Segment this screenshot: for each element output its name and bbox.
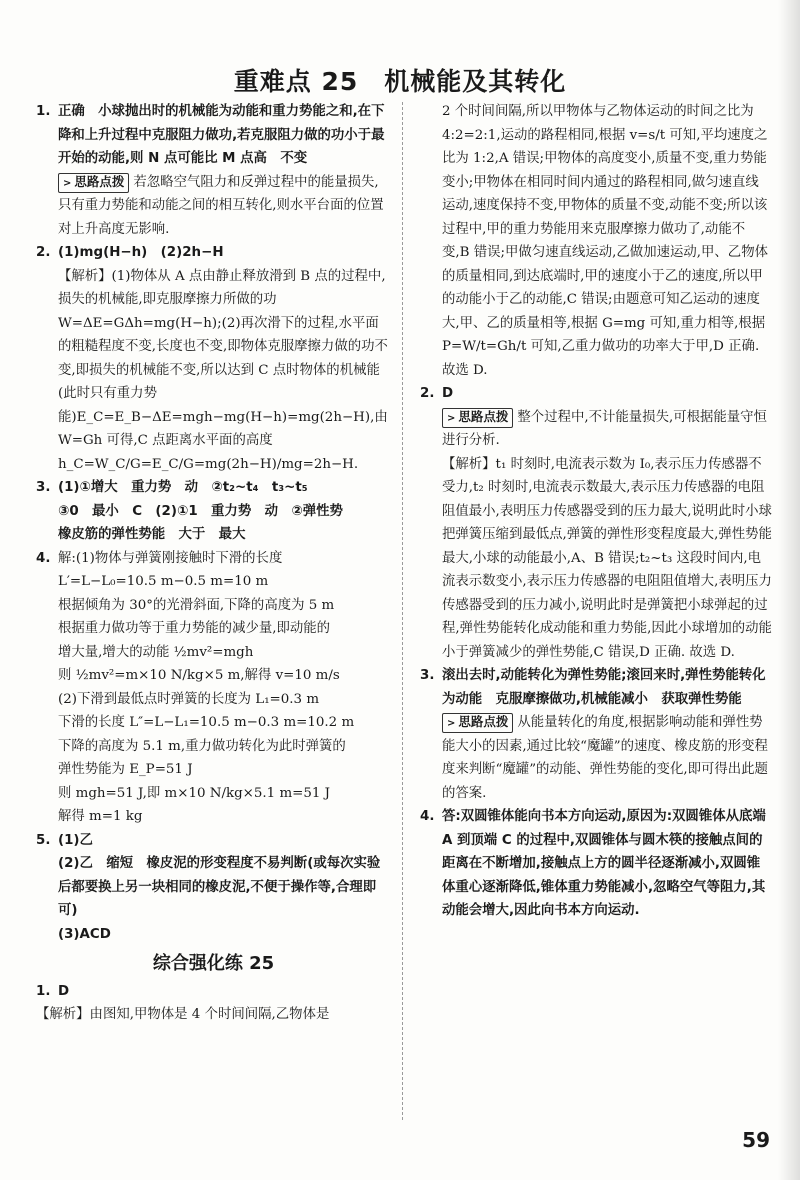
exercise-2	[420, 382, 772, 664]
solution-line: 下降的高度为 5.1 m,重力做功转化为此时弹簧的	[58, 738, 346, 754]
question-5	[36, 829, 391, 947]
question-2	[36, 241, 391, 476]
right-column	[420, 100, 772, 923]
chevron-right-icon: >	[447, 412, 456, 424]
analysis-text: 【解析】t₁ 时刻时,电流表示数为 I₀,表示压力传感器不受力,t₂ 时刻时,电流表示数最大,表示压力传感器的电阻阻值最小,表明压力传感器受到的压力最大,说明此时小球把弹簧压缩到最低点,弹簧的弹性形变程度最大,弹性势能最大,小球的动能最小,A、B 错误;t₂~t₃ 这段时间内,电流表示数变小,表示压力传感器的电阻阻值增大,表明压力传感器受到的压力减小,说明此时是弹簧把小球弹起的过程,弹性势能转化成动能和重力势能,因此小球增加的动能小于弹簧减少的弹性势能,C 错误,D 正确. 故选 D.	[442, 456, 772, 660]
solution-line: 则 ½mv²=m×10 N/kg×5 m,解得 v=10 m/s	[58, 668, 340, 683]
answer-line: ③0 最小 C (2)①1 重力势 动 ②弹性势	[58, 503, 343, 519]
question-3	[36, 476, 391, 547]
answer-text: 滚出去时,动能转化为弹性势能;滚回来时,弹性势能转化为动能 克服摩擦做功,机械能减小 获取弹性势能	[442, 668, 766, 707]
analysis-continued: 2 个时间间隔,所以甲物体与乙物体运动的时间之比为 4:2=2:1,运动的路程相同,根据 v=s/t 可知,平均速度之比为 1:2,A 错误;甲物体的高度变小,质量不变,重力势能变小;甲物体在相同时间内通过的路程相同,做匀速直线运动,速度保持不变,甲物体的质量不变,动能不变;所以该过程中,甲的重力势能用来克服摩擦力做功了,动能不变,B 错误;甲做匀速直线运动,乙做加速运动,甲、乙物体的质量相同,到达底端时,甲的速度小于乙的速度,所以甲的动能小于乙的动能,C 错误;由题意可知乙运动的速度大,甲、乙的质量相等,根据 G=mg 可知,重力相等,根据 P=W/t=Gh/t 可知,乙重力做功的功率大于甲,D 正确. 故选 D.	[442, 104, 768, 378]
answer-line: (1)①增大 重力势 动 ②t₂~t₄ t₃~t₅	[58, 480, 308, 495]
chevron-right-icon: >	[447, 718, 456, 729]
question-1	[36, 100, 391, 241]
question-number: 4.	[36, 550, 51, 566]
exercise-4	[420, 805, 772, 923]
tip-label: 思路点拨	[458, 408, 509, 424]
tip-text: 从能量转化的角度,根据影响动能和弹性势能大小的因素,通过比较“魔罐”的速度、橡皮筋的形变程度来判断“魔罐”的动能、弹性势能的变化,即可得出此题的答案.	[442, 715, 768, 801]
solution-line: 则 mgh=51 J,即 m×10 N/kg×5.1 m=51 J	[58, 785, 331, 801]
answer-text: 答:双圆锥体能向书本方向运动,原因为:双圆锥体从底端 A 到顶端 C 的过程中,双圆锥体与圆木筷的接触点间的距离在不断增加,接触点上方的圆半径逐渐减小,双圆锥体重心逐渐降低,锥体重力势能减小,忽略空气等阻力,其动能会增大,因此向书本方向运动.	[442, 809, 766, 918]
analysis-text: 【解析】(1)物体从 A 点由静止释放滑到 B 点的过程中,损失的机械能,即克服摩擦力所做的功 W=ΔE=GΔh=mg(H−h);(2)再次滑下的过程,水平面的粗糙程度不变,长度也不变,即物体克服摩擦力做的功不变,即损失的机械能不变,所以达到 C 点时物体的机械能(此时只有重力势能)E_C=E_B−ΔE=mgh−mg(H−h)=mg(2h−H),由 W=Gh 可得,C 点距离水平面的高度 h_C=W_C/G=E_C/G=mg(2h−H)/mg=2h−H.	[58, 268, 388, 472]
tip-badge	[442, 713, 513, 733]
section-title: 综合强化练 25	[152, 953, 275, 974]
tip-text: 若忽略空气阻力和反弹过程中的能量损失,只有重力势能和动能之间的相互转化,则水平台面的位置对上升高度无影响.	[58, 174, 384, 237]
answer-text: 正确 小球抛出时的机械能为动能和重力势能之和,在下降和上升过程中克服阻力做功,若克服阻力做的功小于最开始的动能,则 N 点可能比 M 点高 不变	[58, 104, 385, 166]
question-number: 5.	[36, 832, 51, 848]
analysis-text: 【解析】由图知,甲物体是 4 个时间间隔,乙物体是	[36, 1007, 330, 1022]
page-title: 重难点 25 机械能及其转化	[233, 67, 567, 96]
page-number: 59	[742, 1128, 770, 1152]
solution-line: 解得 m=1 kg	[58, 809, 143, 824]
question-number: 2.	[36, 245, 51, 260]
answer-line: (2)乙 缩短 橡皮泥的形变程度不易判断(或每次实验后都要换上另一块相同的橡皮泥,不便于操作等,合理即可)	[58, 856, 381, 918]
column-divider	[402, 102, 403, 1120]
tip-badge	[58, 173, 129, 193]
answer-text: (1)mg(H−h) (2)2h−H	[58, 245, 224, 260]
exercise-3	[420, 664, 772, 805]
tip-text: 整个过程中,不计能量损失,可根据能量守恒进行分析.	[442, 409, 767, 448]
left-column	[36, 100, 391, 1027]
question-number: 3.	[420, 668, 435, 683]
question-number: 3.	[36, 480, 51, 495]
tip-badge	[442, 408, 513, 428]
answer-line: 橡皮筋的弹性势能 大于 最大	[58, 527, 246, 542]
solution-line: 弹性势能为 E_P=51 J	[58, 762, 193, 777]
solution-line: L′=L−L₀=10.5 m−0.5 m=10 m	[58, 574, 269, 589]
solution-line: 增大量,增大的动能 ½mv²=mgh	[58, 644, 254, 660]
question-number: 1.	[36, 983, 51, 999]
page-gutter-shadow	[778, 0, 800, 1180]
answer-line: (1)乙	[58, 832, 93, 848]
tip-label: 思路点拨	[458, 714, 509, 729]
question-4	[36, 547, 391, 829]
exercise-1	[36, 980, 391, 1004]
question-number: 1.	[36, 104, 51, 119]
solution-line: 下滑的长度 L″=L−L₁=10.5 m−0.3 m=10.2 m	[58, 715, 355, 730]
solution-line: 解:(1)物体与弹簧刚接触时下滑的长度	[58, 550, 283, 566]
solution-line: 根据倾角为 30°的光滑斜面,下降的高度为 5 m	[58, 597, 335, 613]
answer-text: D	[442, 386, 454, 401]
solution-line: (2)下滑到最低点时弹簧的长度为 L₁=0.3 m	[58, 691, 320, 707]
chevron-right-icon: >	[63, 177, 72, 189]
answer-text: D	[58, 983, 70, 999]
answer-line: (3)ACD	[58, 926, 111, 942]
question-number: 2.	[420, 386, 435, 401]
tip-label: 思路点拨	[74, 173, 125, 189]
solution-line: 根据重力做功等于重力势能的减少量,即动能的	[58, 621, 331, 636]
question-number: 4.	[420, 809, 435, 824]
